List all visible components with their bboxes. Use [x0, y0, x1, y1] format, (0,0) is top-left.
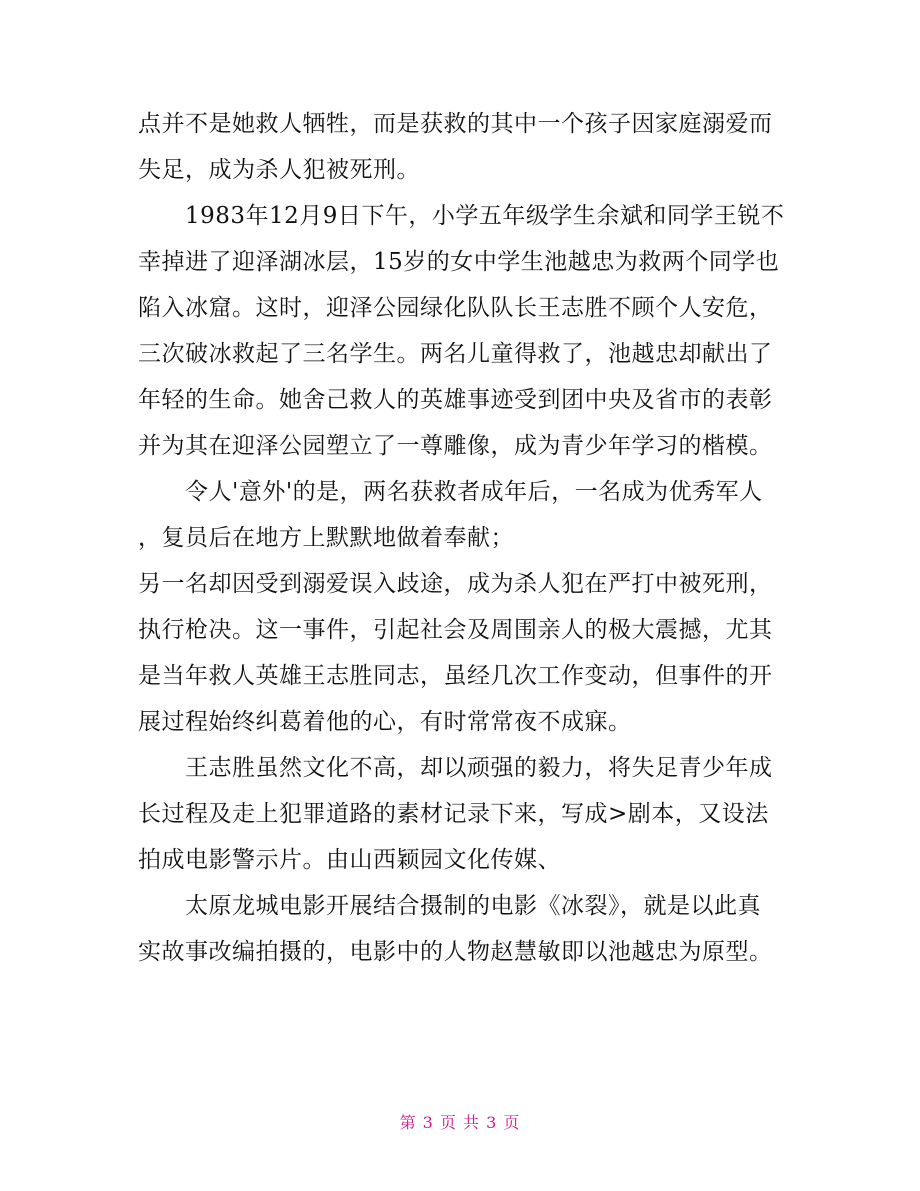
paragraph-start: 1983年12月9日下午，小学五年级学生余斌和同学王锐不 — [138, 203, 785, 229]
text-line: 是当年救人英雄王志胜同志，虽经几次工作变动，但事件的开 — [138, 663, 773, 689]
text-line: 年轻的生命。她舍己救人的英雄事迹受到团中央及省市的表彰 — [138, 387, 773, 413]
text-line: 展过程始终纠葛着他的心，有时常常夜不成寐。 — [138, 709, 632, 735]
text-line: 幸掉进了迎泽湖冰层，15岁的女中学生池越忠为救两个同学也 — [138, 249, 780, 275]
text-line: 另一名却因受到溺爱误入歧途，成为杀人犯在严打中被死刑， — [138, 571, 773, 597]
page-number-footer: 第 3 页 共 3 页 — [399, 1113, 521, 1132]
paragraph-start: 太原龙城电影开展结合摄制的电影《冰裂》，就是以此真 — [138, 893, 761, 919]
text-line: 长过程及走上犯罪道路的素材记录下来，写成>剧本，又设法 — [138, 801, 769, 827]
paragraph-start: 令人'意外'的是，两名获救者成年后，一名成为优秀军人 — [138, 479, 763, 505]
text-line: 实故事改编拍摄的，电影中的人物赵慧敏即以池越忠为原型。 — [138, 939, 773, 965]
text-line: 陷入冰窟。这时，迎泽公园绿化队队长王志胜不顾个人安危， — [138, 295, 773, 321]
text-line: 点并不是她救人牺牲，而是获救的其中一个孩子因家庭溺爱而 — [138, 111, 773, 137]
text-line: 三次破冰救起了三名学生。两名儿童得救了，池越忠却献出了 — [138, 341, 773, 367]
text-line: 并为其在迎泽公园塑立了一尊雕像，成为青少年学习的楷模。 — [138, 433, 773, 459]
paragraph-start: 王志胜虽然文化不高，却以顽强的毅力，将失足青少年成 — [138, 755, 773, 781]
text-line: 失足，成为杀人犯被死刑。 — [138, 157, 420, 183]
text-line: 执行枪决。这一事件，引起社会及周围亲人的极大震撼，尤其 — [138, 617, 773, 643]
text-line: ，复员后在地方上默默地做着奉献； — [138, 525, 514, 551]
text-line: 拍成电影警示片。由山西颖园文化传媒、 — [138, 847, 561, 873]
